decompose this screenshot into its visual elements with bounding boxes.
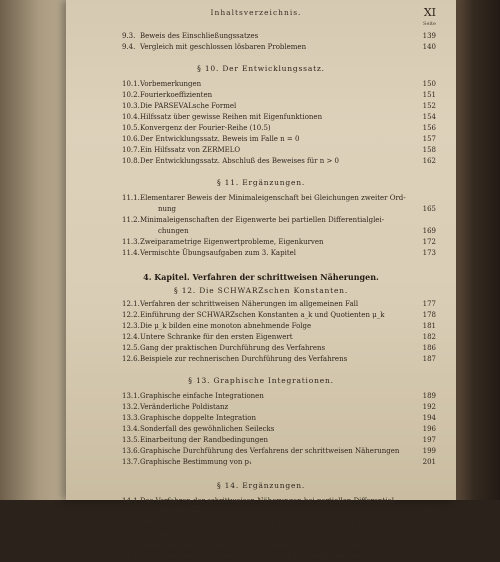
toc-entry <box>66 91 456 101</box>
toc-entry <box>66 249 456 259</box>
entry-number: 12.4. <box>122 333 140 341</box>
entry-title: Der Entwicklungssatz. Abschluß des Beweises für n > 0 <box>140 157 340 165</box>
entry-number: 14.4. <box>122 552 140 560</box>
toc-entry <box>66 414 456 424</box>
entry-number: 11.3. <box>122 238 140 246</box>
entry-title: Einarbeitung der Randbedingungen <box>140 436 269 444</box>
entry-page: 172 <box>422 238 436 246</box>
toc-entry <box>66 392 456 402</box>
toc-entry <box>66 458 456 468</box>
entry-title: Untere Schranke für den ersten Eigenwert <box>140 333 293 341</box>
entry-number: 10.7. <box>122 146 140 154</box>
entry-page: 154 <box>422 113 436 121</box>
toc-entry <box>66 541 456 551</box>
entry-title: Minimaleigenschaften der Eigenwerte bei partiellen Differentialglei- <box>140 216 385 224</box>
entry-title: Elementarer Beweis der Minimaleigenschaft bei Gleichungen zweiter Ord- <box>140 194 406 202</box>
entry-number: 14.3. <box>122 541 140 549</box>
entry-number: 13.5. <box>122 436 140 444</box>
toc-entry <box>66 497 456 507</box>
toc-entry <box>66 146 456 156</box>
entry-number: 12.5. <box>122 344 140 352</box>
entry-number: 12.2. <box>122 311 140 319</box>
entry-page: 182 <box>422 333 436 341</box>
entry-number: 9.4. <box>122 43 136 51</box>
entry-title: Beispiele zur rechnerischen Durchführung des Verfahrens <box>140 355 348 363</box>
toc-entry <box>66 447 456 457</box>
toc-entry <box>66 355 456 365</box>
entry-page: 181 <box>422 322 436 330</box>
toc-entry <box>66 519 456 529</box>
entry-title: Vorbemerkungen <box>140 80 202 88</box>
toc-entry-continuation <box>66 205 456 215</box>
section-heading: § 13. Graphische Integrationen. <box>188 376 334 385</box>
entry-title: Einführung der SCHWARZschen Konstanten a_k und Quotienten μ_k <box>140 311 385 319</box>
entry-title-continued: gleichungen <box>158 508 202 516</box>
toc-page <box>66 0 456 560</box>
toc-entry <box>66 425 456 435</box>
entry-page: 158 <box>422 146 436 154</box>
entry-number: 14.1. <box>122 497 140 505</box>
section-heading: § 14. Ergänzungen. <box>216 481 306 490</box>
toc-entry <box>66 135 456 145</box>
entry-page: 194 <box>422 414 436 422</box>
entry-page: 151 <box>422 91 436 99</box>
entry-title-continued: chungen <box>158 227 189 235</box>
entry-page: 210 <box>422 541 436 549</box>
entry-title: Vermischte Übungsaufgaben zum 3. Kapitel <box>140 249 297 257</box>
entry-title: Ein Hilfssatz von ZERMELO <box>140 146 241 154</box>
book-right-edge <box>456 0 500 500</box>
toc-entry <box>66 32 456 42</box>
entry-page: 152 <box>422 102 436 110</box>
entry-number: 13.4. <box>122 425 140 433</box>
entry-number: 11.4. <box>122 249 140 257</box>
entry-page: 156 <box>422 124 436 132</box>
entry-number: 11.2. <box>122 216 140 224</box>
toc-entry <box>66 300 456 310</box>
entry-title: Beweis des Einschließungssatzes <box>140 32 259 40</box>
entry-number: 13.6. <box>122 447 140 455</box>
toc-entry <box>66 311 456 321</box>
entry-number: 13.1. <box>122 392 140 400</box>
toc-entry <box>66 194 456 204</box>
entry-title-continued: nung <box>158 205 177 213</box>
toc-entry-continuation <box>66 508 456 518</box>
entry-title: Der Einschließungssatz von KRYLOFF-BOGOLIUBOV für die Eingliedklasse <box>140 519 410 527</box>
entry-title: Verfahren der schrittweisen Näherungen im allgemeinen Fall <box>140 300 359 308</box>
entry-title-continued: klasse <box>158 530 180 538</box>
toc-entry <box>66 436 456 446</box>
section-heading: § 10. Der Entwicklungssatz. <box>197 64 325 73</box>
entry-page: 199 <box>422 447 436 455</box>
entry-number: 10.2. <box>122 91 140 99</box>
entry-title: Gang der praktischen Durchführung des Verfahrens <box>140 344 326 352</box>
entry-number: 10.8. <box>122 157 140 165</box>
entry-title: Sonderfall des gewöhnlichen Seilecks <box>140 425 275 433</box>
entry-number: 12.6. <box>122 355 140 363</box>
entry-page: 165 <box>422 205 436 213</box>
entry-page: 187 <box>422 355 436 363</box>
toc-entry <box>66 124 456 134</box>
entry-number: 10.6. <box>122 135 140 143</box>
entry-page: 140 <box>422 43 436 51</box>
entry-page: 169 <box>422 227 436 235</box>
entry-page: 177 <box>422 300 436 308</box>
entry-page: 189 <box>422 392 436 400</box>
toc-entry <box>66 80 456 90</box>
toc-entry <box>66 43 456 53</box>
entry-number: 13.3. <box>122 414 140 422</box>
entry-title: Hilfssatz über gewisse Reihen mit Eigenfunktionen <box>140 113 323 121</box>
entry-number: 14.2. <box>122 519 140 527</box>
entry-number: 9.3. <box>122 32 136 40</box>
toc-entry <box>66 216 456 226</box>
toc-entry <box>66 157 456 167</box>
entry-page: 139 <box>422 32 436 40</box>
toc-entry <box>66 102 456 112</box>
entry-page: 192 <box>422 403 436 411</box>
entry-page: 208 <box>422 530 436 538</box>
entry-number: 10.1. <box>122 80 140 88</box>
toc-entry-continuation <box>66 227 456 237</box>
entry-page: 213 <box>422 552 436 560</box>
entry-number: 11.1. <box>122 194 140 202</box>
entry-page: 201 <box>422 458 436 466</box>
entry-title: Konvergenz der Fourier-Reihe (10.5) <box>140 124 271 132</box>
entry-title: Die μ_k bilden eine monoton abnehmende Folge <box>140 322 312 330</box>
entry-title: Fourierkoeffizienten <box>140 91 213 99</box>
entry-number: 12.3. <box>122 322 140 330</box>
entry-title: Das Verfahren der schrittweisen Näherungen bei partiellen Differential- <box>140 497 397 505</box>
entry-page: 173 <box>422 249 436 257</box>
entry-page: 178 <box>422 311 436 319</box>
section-heading: § 12. Die SCHWARZschen Konstanten. <box>173 286 349 295</box>
toc-entry <box>66 344 456 354</box>
entry-page: 196 <box>422 425 436 433</box>
entry-title: Graphische doppelte Integration <box>140 414 256 422</box>
entry-title: Die PARSEVALsche Formel <box>140 102 237 110</box>
toc-entry-continuation <box>66 530 456 540</box>
entry-title: Graphische Bestimmung von p₁ <box>140 458 252 466</box>
entry-title: Der Entwicklungssatz. Beweis im Falle n = 0 <box>140 135 300 143</box>
entry-number: 13.2. <box>122 403 140 411</box>
entry-number: 10.4. <box>122 113 140 121</box>
toc-entry <box>66 238 456 248</box>
entry-title: Beweis der Hauptformel (12.19) mit Hilfe des Entwicklungssatzes <box>140 541 375 549</box>
page-number: XI <box>423 6 436 19</box>
toc-entry <box>66 403 456 413</box>
seite-label: Seite <box>423 21 436 27</box>
toc-entry <box>66 333 456 343</box>
entry-title: Vergleich mit geschlossen lösbaren Problemen <box>140 43 307 51</box>
section-heading: § 11. Ergänzungen. <box>216 178 306 187</box>
entry-title: Konvergenz des Iterationsverfahrens bei Randwertproblemen <box>140 552 360 560</box>
entry-page: 157 <box>422 135 436 143</box>
entry-title: Graphische einfache Integrationen <box>140 392 264 400</box>
entry-number: 10.5. <box>122 124 140 132</box>
entry-page: 150 <box>422 80 436 88</box>
chapter-heading: 4. Kapitel. Verfahren der schrittweisen Näherungen. <box>143 272 379 282</box>
entry-page: 197 <box>422 436 436 444</box>
entry-page: 206 <box>422 508 436 516</box>
entry-number: 13.7. <box>122 458 140 466</box>
toc-entry <box>66 322 456 332</box>
entry-page: 162 <box>422 157 436 165</box>
entry-number: 12.1. <box>122 300 140 308</box>
entry-number: 10.3. <box>122 102 140 110</box>
toc-entry <box>66 113 456 123</box>
entry-title: Veränderliche Poldistanz <box>140 403 229 411</box>
entry-page: 186 <box>422 344 436 352</box>
toc-entry <box>66 552 456 562</box>
running-header: Inhaltsverzeichnis. <box>210 8 302 17</box>
entry-title: Graphische Durchführung des Verfahrens der schrittweisen Näherungen <box>140 447 400 455</box>
entry-title: Zweiparametrige Eigenwertprobleme, Eigenkurven <box>140 238 324 246</box>
